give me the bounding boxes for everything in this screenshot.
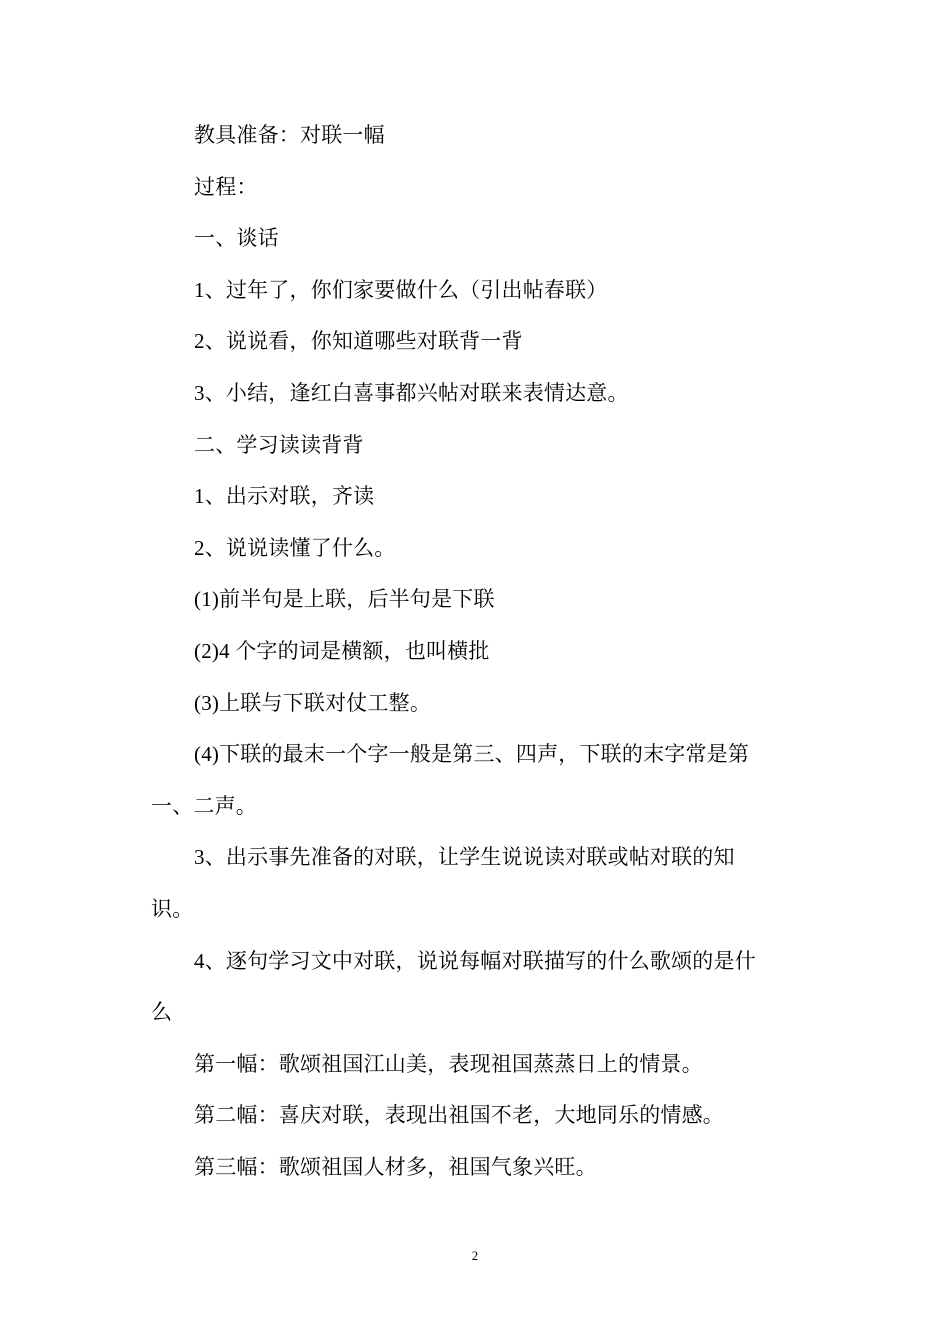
list-item-3-continuation: 识。 <box>151 896 194 921</box>
page-number: 2 <box>471 1248 479 1263</box>
list-item-3: 3、出示事先准备的对联，让学生说说读对联或帖对联的知 <box>194 845 735 870</box>
paragraph-teaching-aids: 教具准备：对联一幅 <box>194 123 385 147</box>
section-heading-study: 二、学习读读背背 <box>194 432 364 457</box>
list-item-1: 1、过年了，你们家要做什么（引出帖春联） <box>194 277 608 302</box>
section-heading-conversation: 一、谈话 <box>194 226 279 251</box>
couplet-second: 第二幅：喜庆对联，表现出祖国不老，大地同乐的情感。 <box>194 1103 724 1128</box>
sub-item-1: (1)前半句是上联，后半句是下联 <box>194 587 495 612</box>
list-item-2: 2、说说读懂了什么。 <box>194 535 396 560</box>
list-item-4: 4、逐句学习文中对联，说说每幅对联描写的什么歌颂的是什 <box>194 948 756 973</box>
couplet-third: 第三幅：歌颂祖国人材多，祖国气象兴旺。 <box>194 1154 597 1179</box>
sub-item-3: (3)上联与下联对仗工整。 <box>194 690 432 715</box>
list-item-4-continuation: 么 <box>151 1000 173 1025</box>
sub-item-2: (2)4 个字的词是横额，也叫横批 <box>194 638 490 663</box>
sub-item-4-continuation: 一、二声。 <box>151 793 257 818</box>
list-item-3: 3、小结，逢红白喜事都兴帖对联来表情达意。 <box>194 380 629 405</box>
list-item-2: 2、说说看，你知道哪些对联背一背 <box>194 329 523 354</box>
document-body <box>151 110 791 1193</box>
paragraph-process-heading: 过程： <box>194 174 258 199</box>
couplet-first: 第一幅：歌颂祖国江山美，表现祖国蒸蒸日上的情景。 <box>194 1051 703 1076</box>
sub-item-4: (4)下联的最末一个字一般是第三、四声，下联的末字常是第 <box>194 742 750 767</box>
list-item-1: 1、出示对联，齐读 <box>194 484 375 509</box>
